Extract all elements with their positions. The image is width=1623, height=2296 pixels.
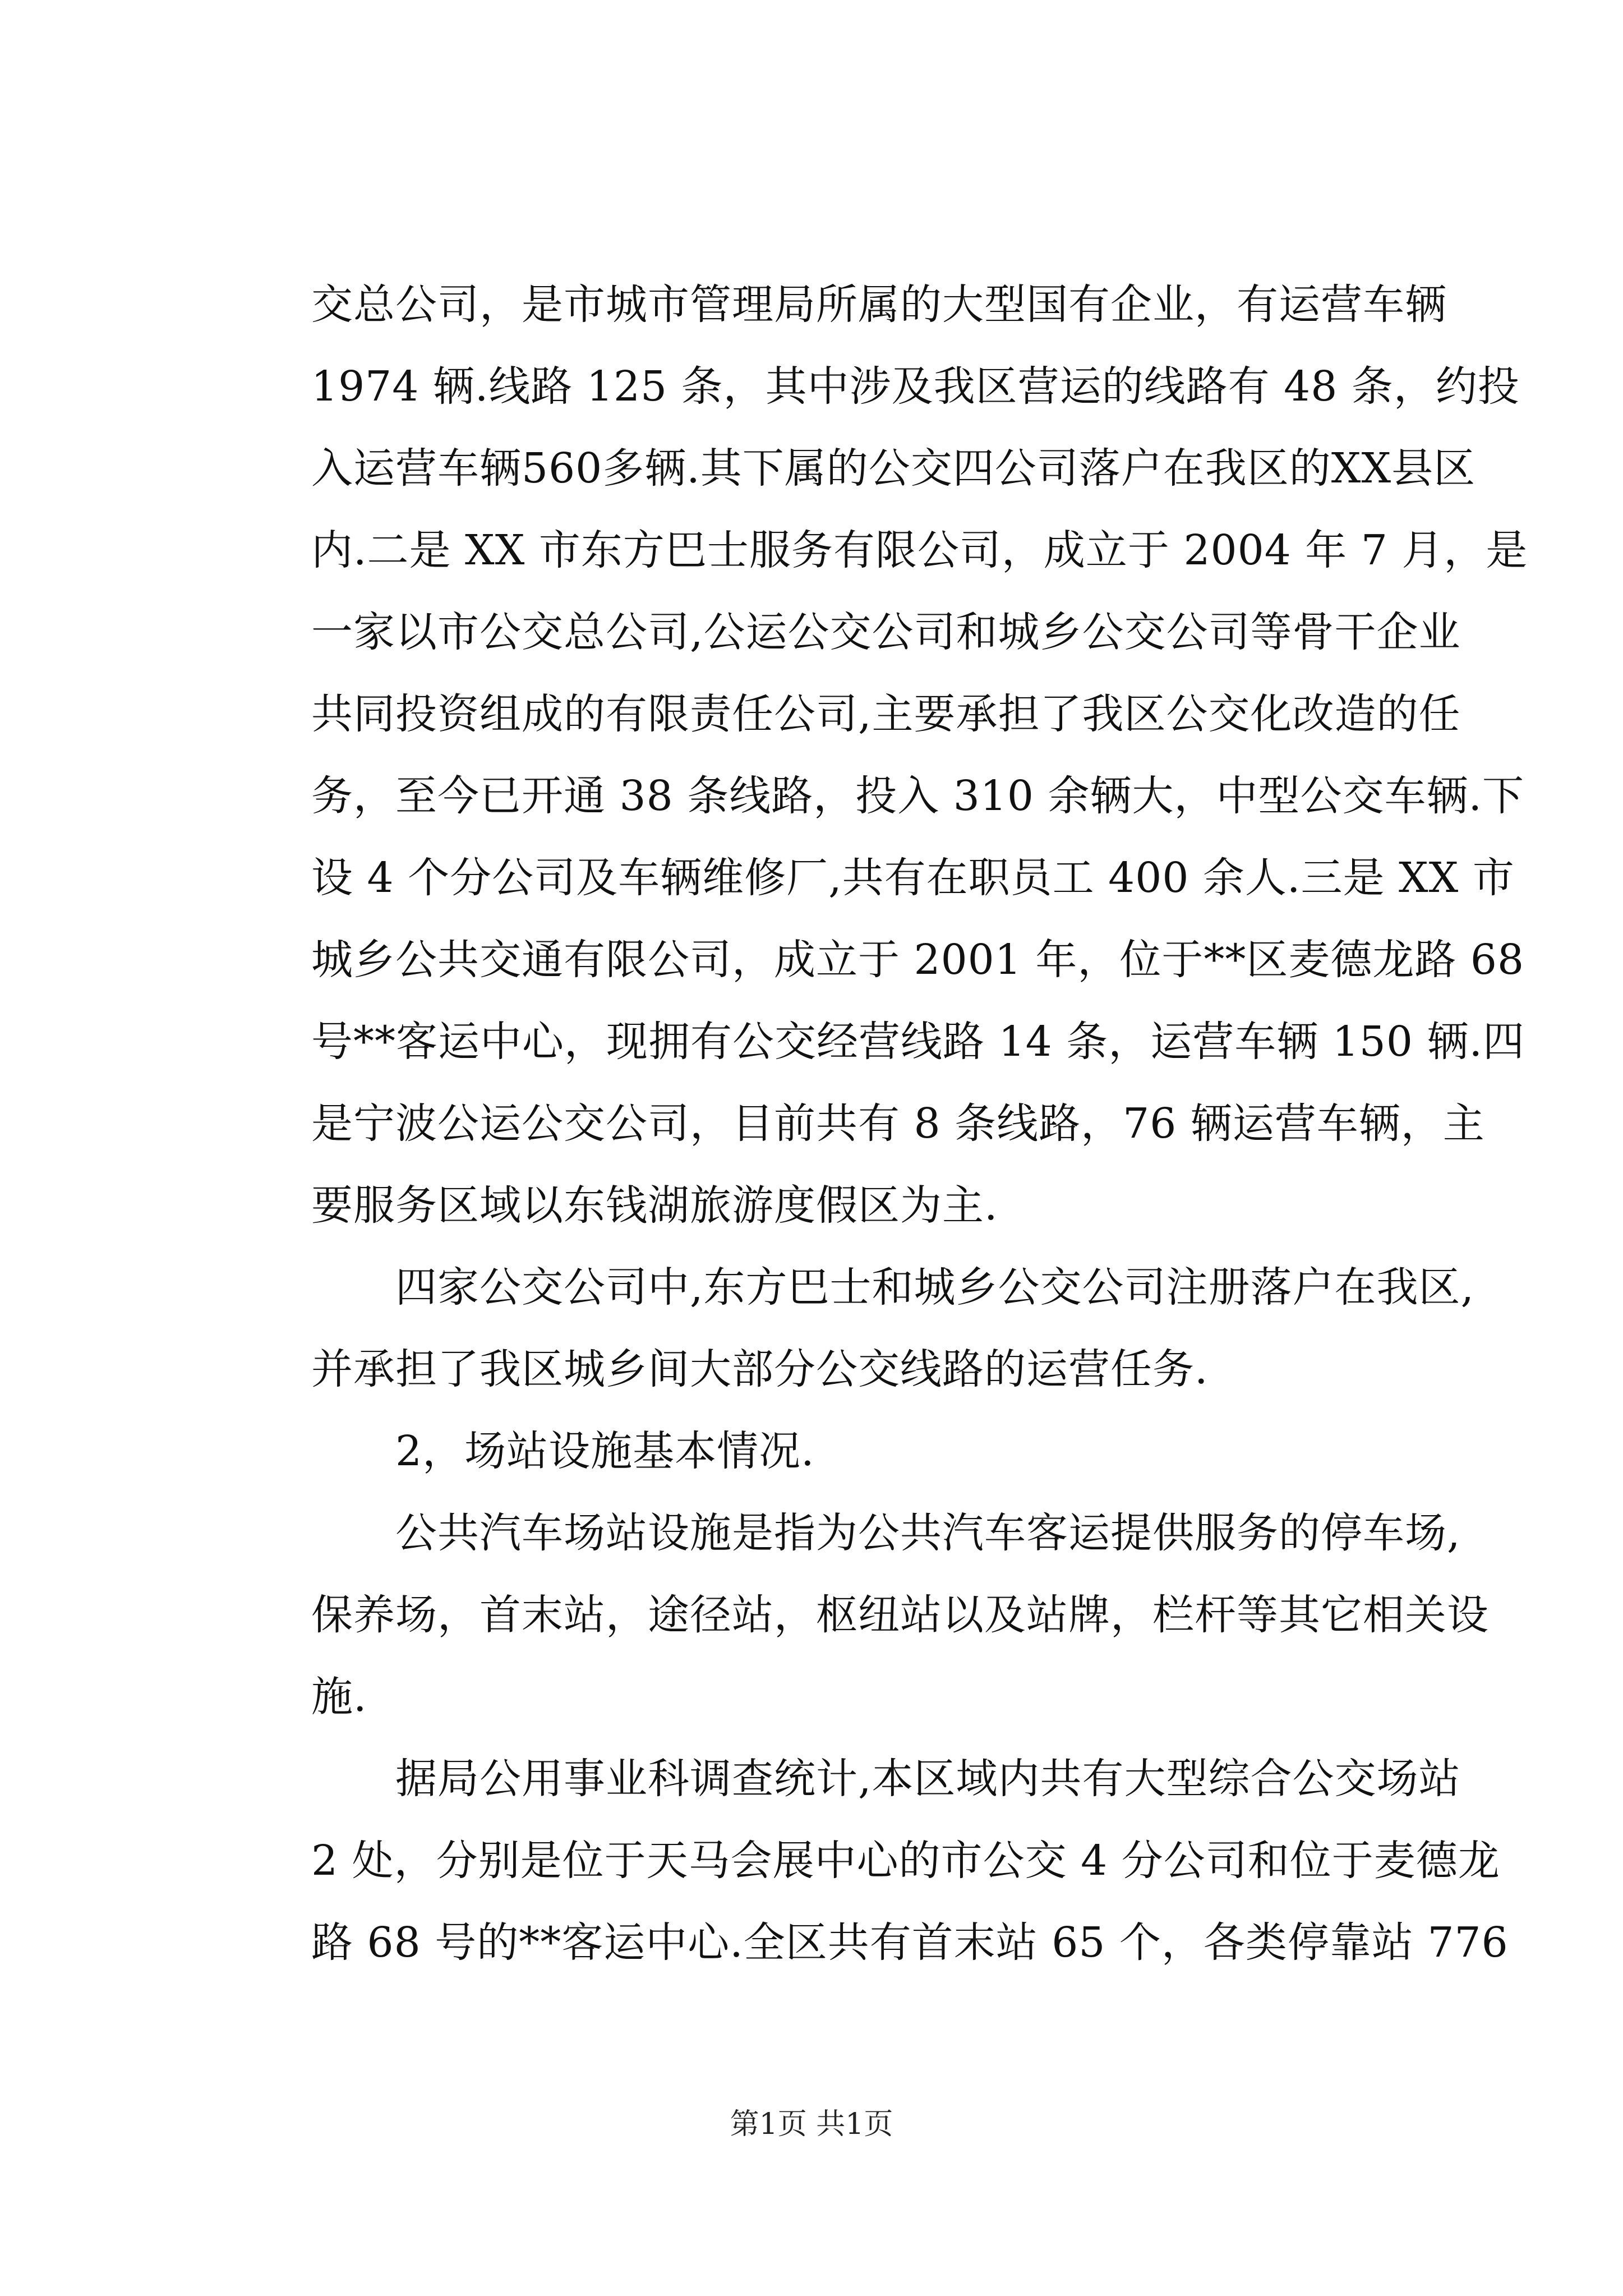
text-line: 交总公司，是市城市管理局所属的大型国有企业，有运营车辆: [311, 280, 1447, 329]
text-line: 路 68 号的**客运中心.全区共有首末站 65 个，各类停靠站 776: [311, 1918, 1509, 1967]
text-line: 一家以市公交总公司,公运公交公司和城乡公交公司等骨干企业: [311, 608, 1461, 656]
text-line: 2 处，分别是位于天马会展中心的市公交 4 分公司和位于麦德龙: [311, 1837, 1500, 1885]
text-line: 施.: [311, 1673, 367, 1721]
text-line: 入运营车辆560多辆.其下属的公交四公司落户在我区的XX县区: [311, 444, 1476, 493]
text-line: 并承担了我区城乡间大部分公交线路的运营任务.: [311, 1345, 1209, 1393]
paragraph-first-line: 四家公交公司中,东方巴士和城乡公交公司注册落户在我区,: [395, 1263, 1475, 1312]
text-line: 保养场，首末站，途径站，枢纽站以及站牌，栏杆等其它相关设: [311, 1591, 1489, 1639]
text-line: 1974 辆.线路 125 条，其中涉及我区营运的线路有 48 条，约投: [311, 362, 1520, 411]
section-heading: 2，场站设施基本情况.: [395, 1427, 815, 1475]
text-line: 是宁波公运公交公司，目前共有 8 条线路，76 辆运营车辆，主: [311, 1099, 1485, 1148]
page-number-footer: 第1页 共1页: [730, 2108, 893, 2141]
paragraph-first-line: 公共汽车场站设施是指为公共汽车客运提供服务的停车场,: [395, 1509, 1461, 1557]
paragraph-first-line: 据局公用事业科调查统计,本区域内共有大型综合公交场站: [395, 1755, 1461, 1803]
text-line: 务，至今已开通 38 条线路，投入 310 余辆大，中型公交车辆.下: [311, 772, 1525, 820]
text-line: 设 4 个分公司及车辆维修厂,共有在职员工 400 余人.三是 XX 市: [311, 854, 1515, 902]
text-line: 内.二是 XX 市东方巴士服务有限公司，成立于 2004 年 7 月，是: [311, 526, 1528, 574]
text-line: 号**客运中心，现拥有公交经营线路 14 条，运营车辆 150 辆.四: [311, 1018, 1525, 1066]
text-line: 要服务区域以东钱湖旅游度假区为主.: [311, 1181, 998, 1230]
document-body: [311, 264, 1528, 1984]
text-line: 共同投资组成的有限责任公司,主要承担了我区公交化改造的任: [311, 690, 1461, 738]
text-line: 城乡公共交通有限公司，成立于 2001 年，位于**区麦德龙路 68: [311, 936, 1525, 984]
